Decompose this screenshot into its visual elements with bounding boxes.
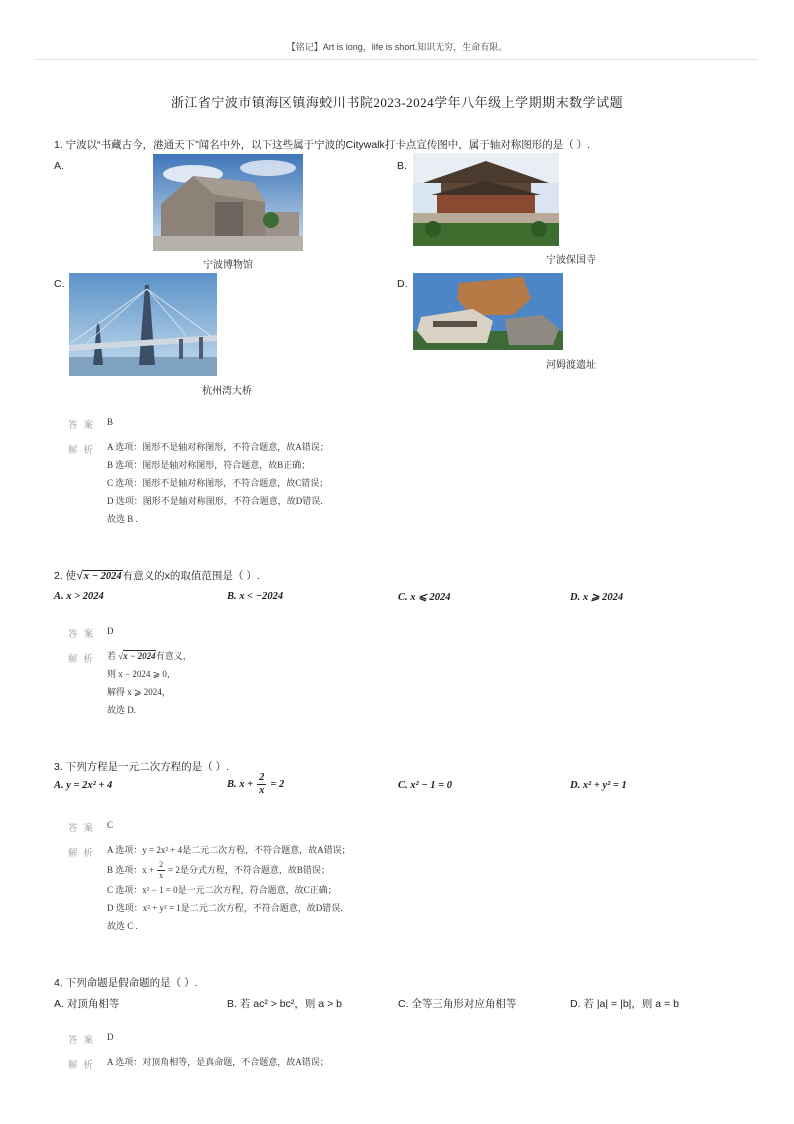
q2-answer-value: D: [107, 626, 114, 636]
q1-option-c-caption: 杭州湾大桥: [202, 386, 252, 397]
analysis-line: 故选 B .: [107, 514, 138, 524]
q3-option-a: A. y = 2x² + 4: [54, 780, 113, 791]
q4-option-a: A. 对顶角相等: [54, 998, 120, 1010]
q1-answer-value: B: [107, 417, 114, 427]
q2-option-b: B. x < −2024: [227, 591, 284, 602]
analysis-line: D 选项：图形不是轴对称图形，不符合题意，故D错误.: [107, 496, 323, 506]
q1-option-b-caption: 宁波保国寺: [546, 255, 596, 266]
ningbo-museum-image: [153, 154, 303, 251]
analysis-line: 则 x − 2024 ⩾ 0，: [107, 669, 176, 679]
q4-answer-label: 答案: [68, 1035, 100, 1046]
q1-analysis: [107, 438, 329, 528]
q3-option-c: C. x² − 1 = 0: [398, 780, 452, 791]
hemudu-site-image: [413, 273, 563, 350]
q2-option-d: D. x ⩾ 2024: [570, 592, 624, 603]
q3-option-b: B. x + $\frac{2}{x}$ = 2: [227, 772, 285, 796]
analysis-line: C 选项：x² − 1 = 0是一元二次方程，符合题意，故C正确；: [107, 885, 337, 895]
q3-answer-label: 答案: [68, 823, 100, 834]
analysis-line: 故选 C .: [107, 921, 138, 931]
q1-option-d-caption: 河姆渡遗址: [546, 360, 596, 371]
header-motto: 【铭记】Art is long，life is short.知识无穷，生命有限。: [286, 42, 508, 52]
q2-analysis-label: 解析: [68, 654, 100, 665]
page-title: 浙江省宁波市镇海区镇海蛟川书院2023-2024学年八年级上学期期末数学试题: [170, 95, 624, 110]
q3-analysis: [107, 841, 351, 935]
baoguo-temple-image: [413, 153, 559, 246]
q1-option-d-letter: D.: [397, 278, 408, 290]
analysis-line: A 选项：对顶角相等，是真命题，不合题意，故A错误；: [107, 1057, 329, 1067]
q4-analysis: [107, 1053, 329, 1071]
q2-radicand: x − 2024: [83, 571, 122, 582]
analysis-line: D 选项：x² + y² = 1是二元二次方程，不符合题意，故D错误.: [107, 903, 343, 913]
hangzhou-bay-bridge-image: [69, 273, 217, 376]
q3-option-d: D. x² + y² = 1: [570, 780, 627, 791]
q1-option-c-letter: C.: [54, 278, 65, 290]
q2-analysis: [107, 647, 192, 719]
q3-analysis-label: 解析: [68, 848, 100, 859]
question-1-stem: 1. 宁波以“书藏古今，港通天下”闻名中外，以下这些属于宁波的Citywalk打卡点宣传图中，属于轴对称图形的是（ ）.: [54, 139, 591, 151]
analysis-line: 若 √x − 2024有意义，: [107, 651, 192, 661]
question-2-stem: 2. 使√x − 2024有意义的x的取值范围是（ ）.: [54, 568, 260, 582]
q2-option-c: C. x ⩽ 2024: [398, 592, 451, 603]
header-divider: [36, 59, 758, 60]
analysis-line: A 选项：y = 2x² + 4是二元二次方程，不符合题意，故A错误；: [107, 845, 351, 855]
q2-answer-label: 答案: [68, 629, 100, 640]
analysis-line: B 选项：x + $\frac{2}{x}$ = 2 是分式方程，不符合题意，故B错误；: [107, 859, 330, 880]
q1-option-a-letter: A.: [54, 160, 64, 172]
q3-answer-value: C: [107, 820, 114, 830]
analysis-line: A 选项：图形不是轴对称图形，不符合题意，故A错误；: [107, 442, 329, 452]
q1-option-b-letter: B.: [397, 160, 407, 172]
question-4-stem: 4. 下列命题是假命题的是（ ）.: [54, 977, 198, 989]
q1-option-a-caption: 宁波博物馆: [203, 260, 253, 271]
q4-answer-value: D: [107, 1032, 114, 1042]
analysis-line: 故选 D.: [107, 705, 136, 715]
analysis-line: B 选项：图形是轴对称图形，符合题意，故B正确；: [107, 460, 311, 470]
analysis-line: C 选项：图形不是轴对称图形，不符合题意，故C错误；: [107, 478, 329, 488]
q4-option-d: D. 若 |a| = |b|，则 a = b: [570, 998, 679, 1010]
q4-option-c: C. 全等三角形对应角相等: [398, 998, 517, 1010]
q1-analysis-label: 解析: [68, 445, 100, 456]
q2-option-a: A. x > 2024: [54, 591, 104, 602]
q1-answer-label: 答案: [68, 420, 100, 431]
q4-analysis-label: 解析: [68, 1060, 100, 1071]
q4-option-b: B. 若 ac² > bc²，则 a > b: [227, 998, 342, 1010]
analysis-line: 解得 x ⩾ 2024，: [107, 687, 171, 697]
question-3-stem: 3. 下列方程是一元二次方程的是（ ）.: [54, 761, 230, 773]
